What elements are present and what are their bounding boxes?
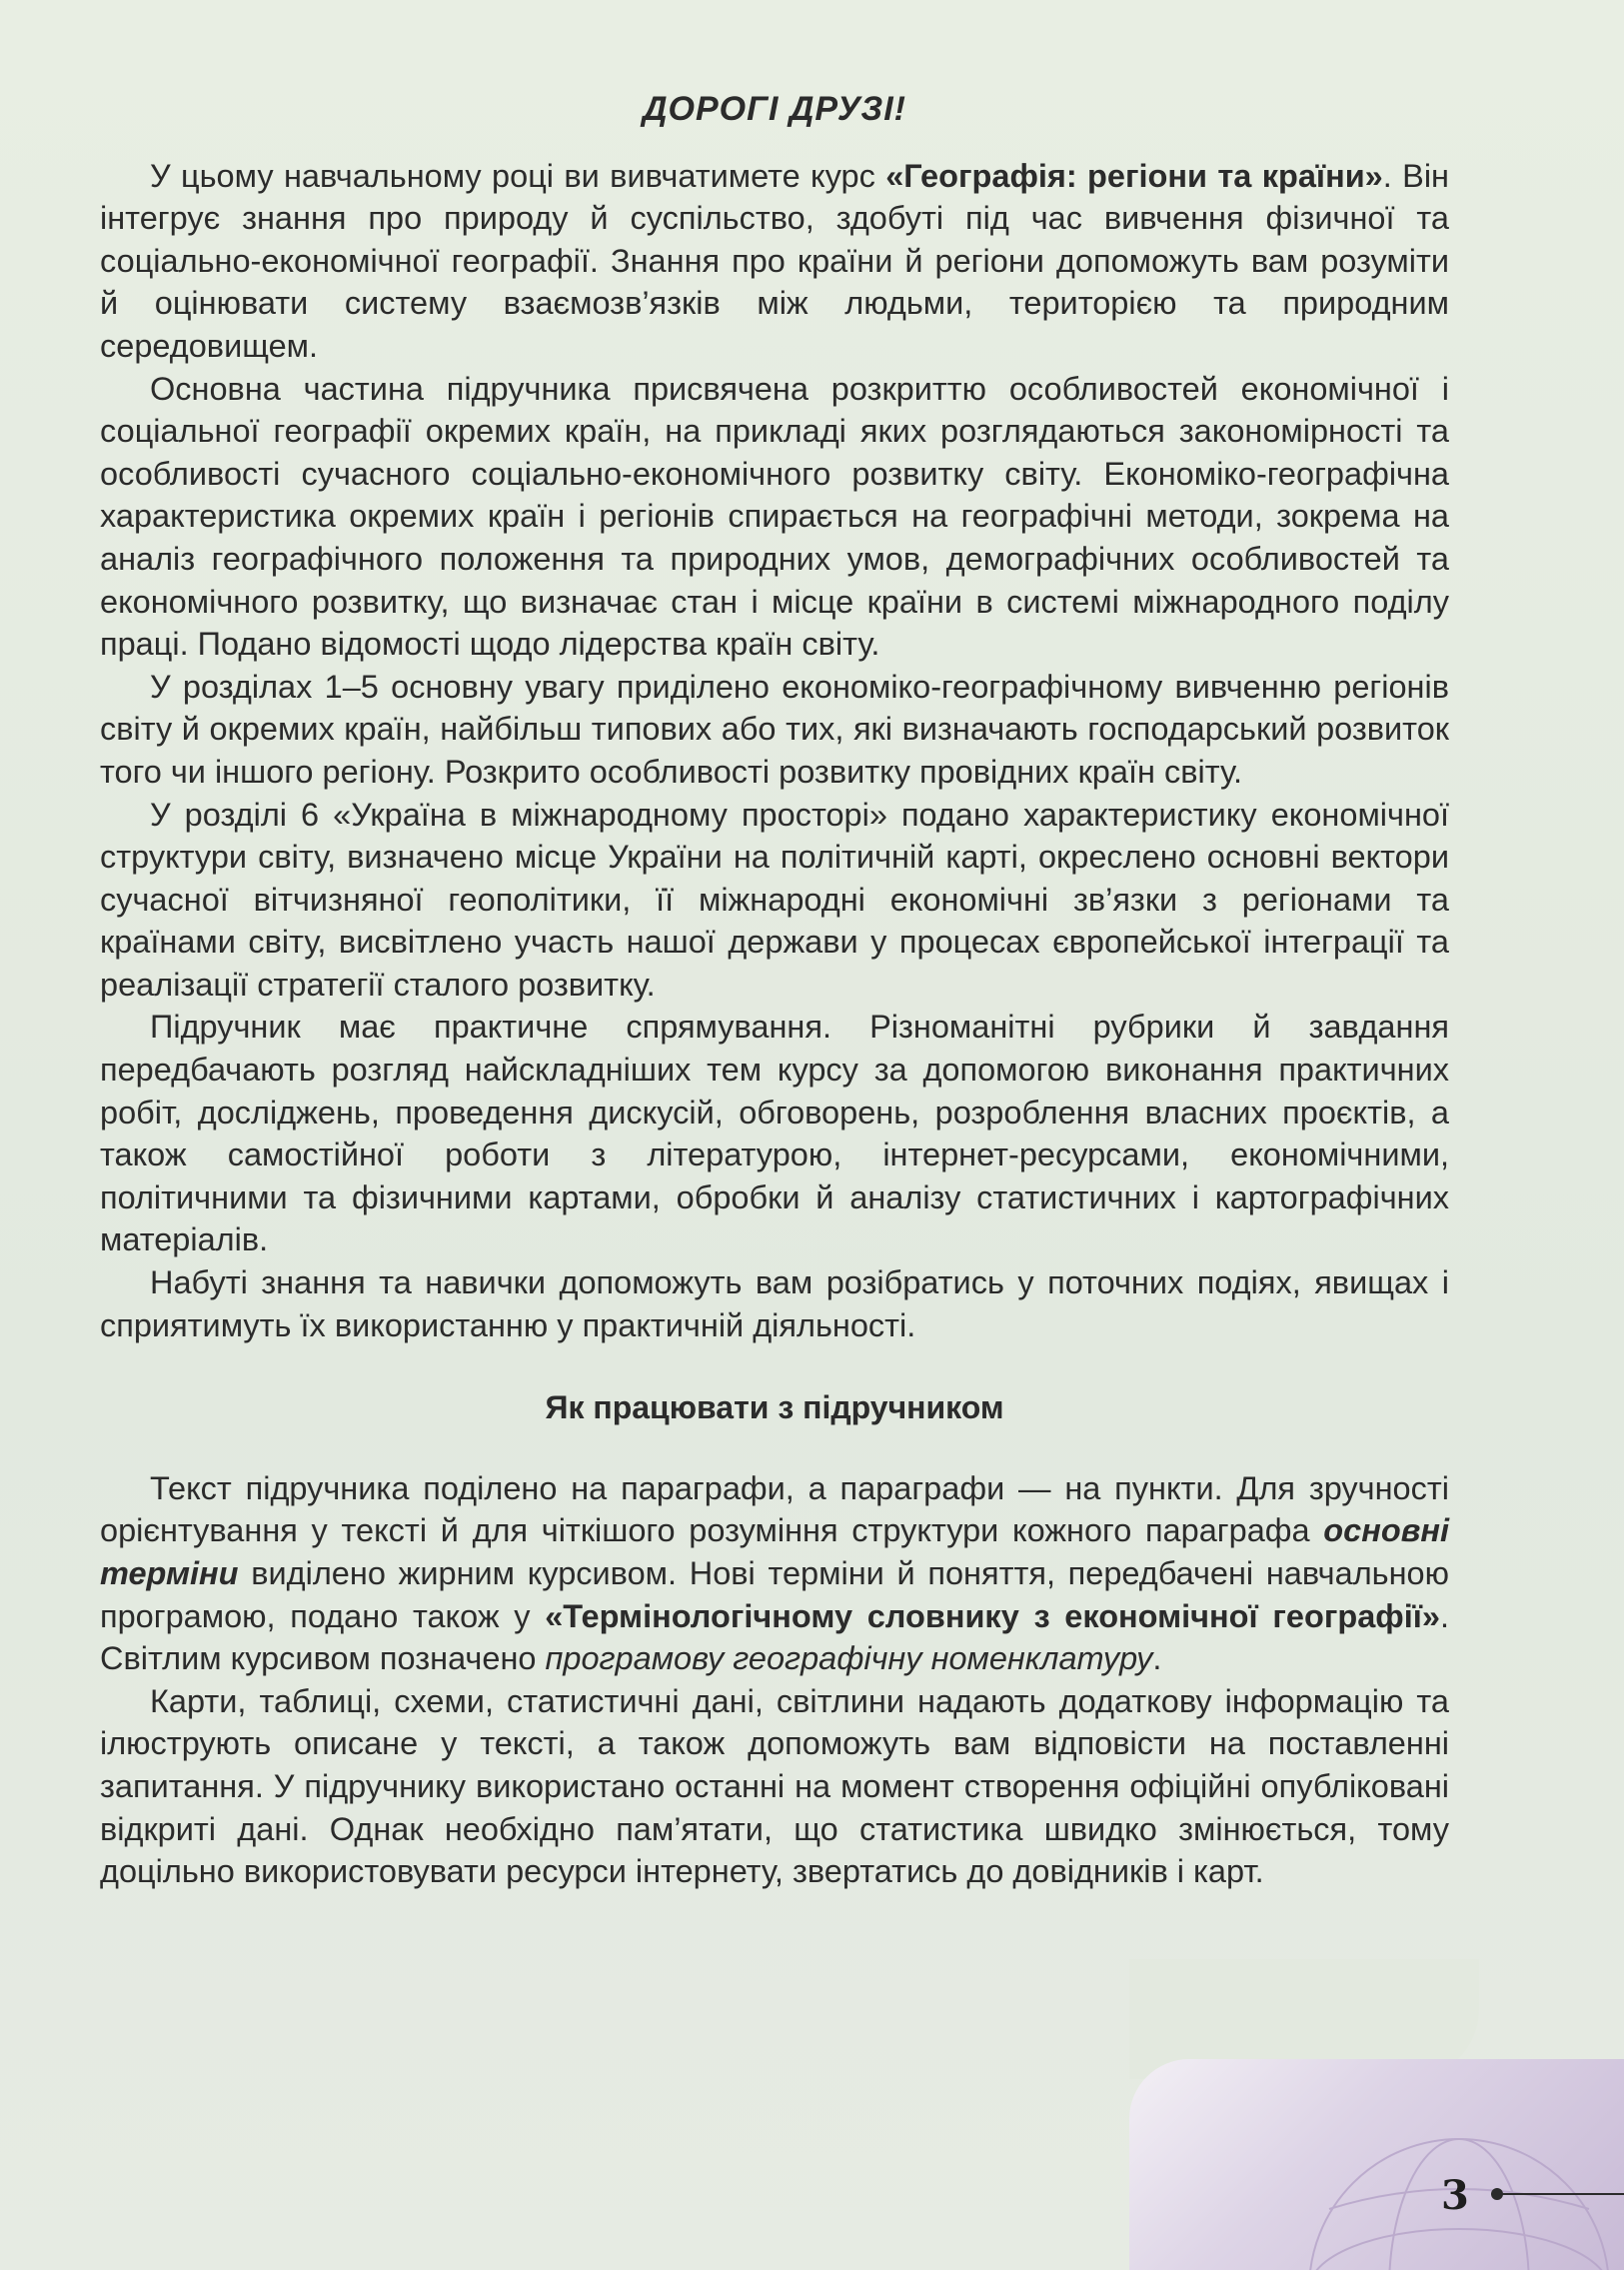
intro-paragraph-1 (100, 155, 1449, 368)
nomenclature-italic: програмову географічну номенклатуру (545, 1640, 1153, 1677)
key-terms-bold-italic: основні терміни (100, 1512, 1449, 1591)
text-run: . Світлим курсивом позначено (100, 1597, 1449, 1677)
text-run: У цьому навчальному році ви вивчатимете курс (150, 157, 886, 194)
intro-paragraph-6: Набуті знання та навички допоможуть вам розібратись у поточних подіях, явищах і сприятимуть їх використанню у практичній діяльності. (100, 1264, 1449, 1343)
page-content (100, 88, 1449, 1893)
page-number-rule-icon (1489, 2179, 1624, 2209)
intro-paragraph-2: Основна частина підручника присвячена розкриттю особливостей економічної і соціальної географії окремих країн, на прикладі яких розглядаються закономірності та особливості сучасного соціально-економічного розвитку світу. Економіко-географічна характеристика окремих країн і регіонів спирається на географічні методи, зокрема на аналіз географічного положення та природних умов, демографічних особливостей та економічного розвитку, що визначає стан і місце країни в системі міжнародного поділу праці. Подано відомості щодо лідерства країн світу. (100, 370, 1449, 663)
course-title-bold: «Географія: регіони та країни» (885, 157, 1383, 194)
text-run: виділено жирним курсивом. Нові терміни й поняття, передбачені навчальною програмою, подано також у (100, 1555, 1449, 1634)
text-run: . Він інтегрує знання про природу й суспільство, здобуті під час вивчення фізичної та соціально-економічної географії. Знання про країни й регіони допоможуть вам розуміти й оцінювати систему взаємозв’язків між людьми, територією та природним середовищем. (100, 157, 1450, 364)
howto-paragraph-1 (100, 1467, 1449, 1680)
page-title: ДОРОГІ ДРУЗІ! (642, 90, 906, 128)
text-run: . (1152, 1640, 1162, 1677)
intro-paragraph-3: У розділах 1–5 основну увагу приділено економіко-географічному вивченню регіонів світу й окремих країн, найбільш типових або тих, які визначають господарський розвиток того чи іншого регіону. Розкрито особливості розвитку провідних країн світу. (100, 668, 1449, 790)
text-run: Текст підручника поділено на параграфи, а параграфи — на пункти. Для зручності орієнтування у тексті й для чіткішого розуміння структури кожного параграфа (100, 1469, 1449, 1549)
howto-paragraph-2: Карти, таблиці, схеми, статистичні дані, світлини надають додаткову інформацію та ілюструють описане у тексті, а також допоможуть вам відповісти на поставленні запитання. У підручнику використано останні на момент створення офіційні опубліковані відкриті дані. Однак необхідно пам’ятати, що статистика швидко змінюється, тому доцільно використовувати ресурси інтернету, звертатись до довідників і карт. (100, 1682, 1449, 1890)
intro-paragraph-5: Підручник має практичне спрямування. Різноманітні рубрики й завдання передбачають розгляд найскладніших тем курсу за допомогою виконання практичних робіт, досліджень, проведення дискусій, обговорень, розроблення власних проєктів, а також самостійної роботи з літературою, інтернет-ресурсами, економічними, політичними та фізичними картами, обробки й аналізу статистичних і картографічних матеріалів. (100, 1009, 1449, 1258)
intro-paragraph-4: У розділі 6 «Україна в міжнародному просторі» подано характеристику економічної структури світу, визначено місце України на політичній карті, окреслено основні вектори сучасної вітчизняної геополітики, її міжнародні економічні зв’язки з регіонами та країнами світу, висвітлено участь нашої держави у процесах європейської інтеграції та реалізації стратегії сталого розвитку. (100, 796, 1449, 1003)
globe-decoration-icon (1129, 2059, 1624, 2270)
section-heading: Як працювати з підручником (545, 1389, 1004, 1426)
glossary-title-bold: «Термінологічному словнику з економічної географії» (545, 1597, 1440, 1634)
page-number: 3 (1441, 2172, 1469, 2219)
